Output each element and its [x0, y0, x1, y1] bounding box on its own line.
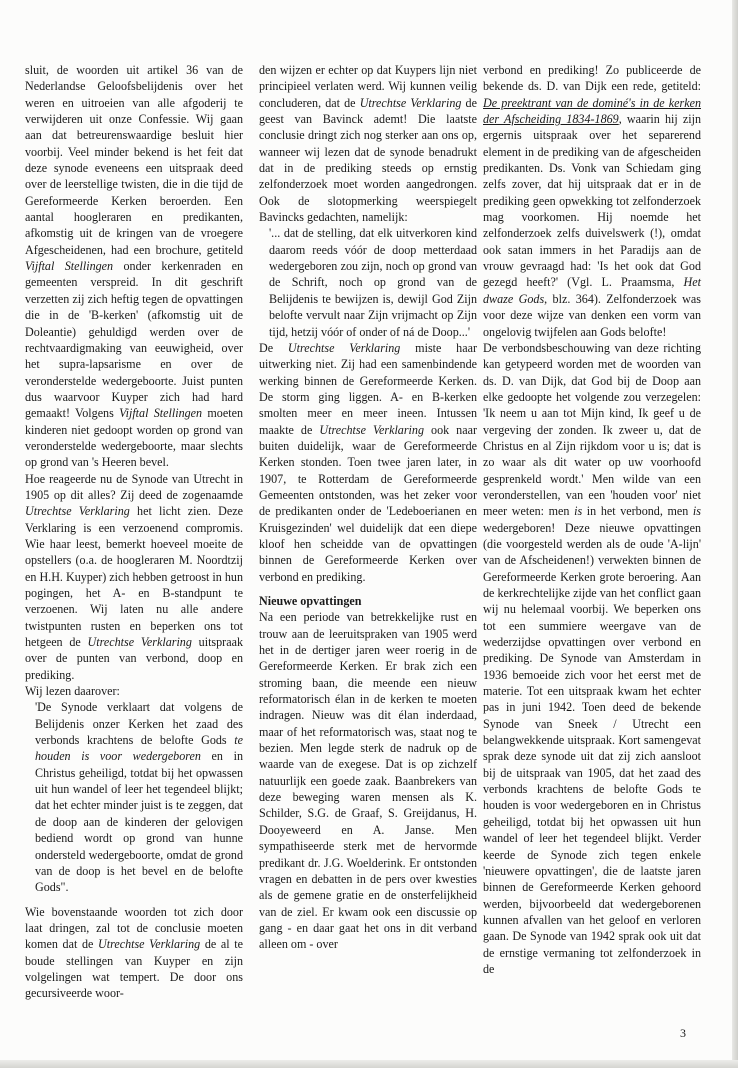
text-run: , waarin hij zijn ergernis uitspraak over het separerend element in de prediking van de afgescheiden predikanten. Ds. Vonk van Schiedam ging zelfs zover, dat hij uitspraak dat er in de prediking geen opwekking tot zelfonderzoek mag voorkomen. Hij noemde het zelfonderzoek zelfs duivelswerk (!), omdat ook satan immers in het Paradijs aan de vrouw gevraagd had: 'Is het ook dat God gezegd heeft?' (Vgl. L. Praamsma, — [483, 112, 702, 290]
emphasis-text: is — [574, 504, 583, 519]
text-run: en in Christus geheiligd, totdat bij het opwassen uit hun wandel of leer het tegendeel blijkt; dat het echter minder juist is te zeggen, dat de doop aan de kinderen der gelovigen bediend wordt op grond van hunne ondersteld wedergeboorte, omdat de grond van de doop is het bevel en de belofte Gods". — [35, 749, 243, 895]
emphasis-text: Het dwaze Gods — [483, 275, 701, 306]
text-run: De — [259, 340, 288, 355]
text-run: onder kerkenraden en gemeenten verspreid. In dit geschrift verzetten zij zich heftig tegen de opvattingen die in de 'B-kerken' (afkomstig uit de Doleantie) gehuldigd werden over de rechtvaardigmaking van eeuwigheid, over het supra-lapsarisme en over de veronderstelde wedergeboorte. Juist punten dus waarvoor Kuyper zich had hard gemaakt! Volgens — [25, 259, 244, 421]
block-quote — [25, 699, 243, 895]
emphasis-text: Utrechtse Verklaring — [87, 635, 192, 650]
text-run: Wie bovenstaande woorden tot zich door laat dringen, zal tot de conclusie moeten komen dat de — [25, 904, 243, 952]
emphasis-text: is — [692, 504, 701, 519]
paragraph — [25, 471, 243, 683]
text-run: De verbondsbeschouwing van deze richting kan getypeerd worden met de woorden van ds. D. van Dijk, dat God bij de Doop aan elke gedoopte het volgende zou verzegelen: 'Ik neem u aan tot Mijn kind, Ik geef u de vergeving der zonden. Ik zweer u, dat de Christus en al Zijn rijkdom voor u is; dat is zo waar als dit water op uw voorhoofd gesprenkeld wordt.' Men wilde van een veronderstellen, van een 'houden voor' niet meer weten: men — [483, 340, 701, 519]
text-run: '... dat de stelling, dat elk uitverkoren kind daarom reeds vóór de doop metterdaad wedergeboren zou zijn, noch op grond van de Schrift, noch op grond van de Belijdenis te bewijzen is, dewijl God Zijn belofte vervult naar Zijn vrijmacht op Zijn tijd, hetzij vóór of onder of ná de Doop...' — [269, 226, 477, 339]
text-run: de geest van Bavinck ademt! Die laatste conclusie dringt zich nog sterker aan ons op, wanneer wij lezen dat de synode benadrukt dat in de prediking steeds op ernstig zelfonderzoek moet worden aangedrongen. Ook de slotopmerking weerspiegelt Bavincks gedachten, namelijk: — [259, 95, 477, 225]
page-number: 3 — [680, 1026, 686, 1040]
text-run: Hoe reageerde nu de Synode van Utrecht in 1905 op dit alles? Zij deed de zogenaamde — [25, 471, 243, 502]
emphasis-text: Utrechtse Verklaring — [319, 422, 425, 437]
text-run: 'De Synode verklaart dat volgens de Belijdenis onzer Kerken het zaad des verbonds krachtens de belofte Gods — [35, 700, 243, 748]
text-run: ook naar buiten duidelijk, waar de Gereformeerde Kerken stonden. Toen twee jaren later, in 1907, te Rotterdam de Gereformeerde Gemeenten ontstonden, was het zeker voor de predikanten onder de 'Ledeboerianen en Kruisgezinden' wel duidelijk dat een diepe kloof hen scheidde van de opvattingen binnen de Gereformeerde Kerken over verbond en prediking. — [259, 422, 477, 584]
text-run: moeten kinderen niet gedoopt worden op grond van veronderstelde wedergeboorte, maar slechts op grond van 's Heeren bevel. — [25, 406, 243, 470]
text-run: Nieuwe opvattingen — [259, 594, 362, 608]
emphasis-text: Utrechtse Verklaring — [359, 95, 462, 110]
text-run: het licht zien. Deze Verklaring is een verzoenend compromis. Wie haar leest, bemerkt hoeveel moeite de opstellers (o.a. de hoogleraren M. Noordtzij en H.H. Kuyper) zich hebben getroost in hun pogingen, het A- en B-standpunt te verzoenen. Wij laten nu alle andere twistpunten rusten en beperken ons tot hetgeen de — [25, 504, 243, 650]
text-column-3 — [483, 62, 701, 977]
emphasis-text: Vijftal Stellingen — [25, 259, 114, 274]
page-edge-bottom — [0, 1060, 738, 1068]
text-run: de al te boude stellingen van Kuyper en zijn volgelingen wat tempert. De door ons gecursiveerde woor- — [25, 937, 243, 1001]
emphasis-text: De preektrant van de dominé's in de kerken der Afscheiding 1834-1869 — [483, 95, 701, 127]
paragraph — [483, 62, 701, 340]
paragraph — [25, 683, 243, 699]
paragraph — [259, 609, 477, 952]
emphasis-text: Utrechtse Verklaring — [25, 504, 130, 519]
emphasis-text: te houden is voor wedergeboren — [35, 733, 243, 764]
paragraph — [259, 62, 477, 225]
paragraph — [25, 62, 243, 471]
text-run: verbond en prediking! Zo publiceerde de bekende ds. D. van Dijk een rede, getiteld: — [483, 63, 701, 94]
emphasis-text: Vijftal Stellingen — [119, 406, 203, 421]
text-run: den wijzen er echter op dat Kuypers lijn niet principieel verlaten werd. Wij kunnen veilig concluderen, dat de — [259, 63, 477, 110]
emphasis-text: Utrechtse Verklaring — [287, 340, 401, 355]
text-run: Wij lezen daarover: — [25, 684, 120, 699]
section-heading — [259, 593, 477, 609]
text-run: in het verbond, men — [582, 504, 693, 519]
page-edge-right — [732, 0, 738, 1068]
text-run: , blz. 364). Zelfonderzoek was voor deze wijze van denken een vorm van ongelovig twijfelen aan Gods belofte! — [483, 291, 701, 339]
paragraph — [483, 340, 701, 977]
text-column-1 — [25, 62, 243, 1002]
paragraph — [25, 904, 243, 1002]
text-run: sluit, de woorden uit artikel 36 van de Nederlandse Geloofsbelijdenis over het weren en uitroeien van alle afgoderij te verwijderen uit onze Confessie. Wij gaan aan dat betreurenswaardige besluit hier voorbij. Veel minder bekend is het feit dat deze synode eveneens een uitspraak deed over de leerstellige twisten, die in die tijd de Gereformeerde Kerken beroerden. Een aantal hoogleraren en predikanten, afkomstig uit de kringen van de vroegere Afgescheidenen, had een brochure, getiteld — [25, 63, 243, 257]
text-run: miste haar uitwerking niet. Zij had een samenbindende werking binnen de Gereformeerde Kerken. De storm ging liggen. A- en B-kerken smolten meer en meer ineen. Intussen maakte de — [259, 340, 477, 437]
paragraph — [259, 340, 477, 585]
text-column-2 — [259, 62, 477, 953]
text-run: wedergeboren! Deze nieuwe opvattingen (die voorgesteld werden als de oude 'A-lijn' van de Afscheidenen!) verwekten binnen de Gereformeerde Kerken grote beroering. Aan de kerkrechtelijke zijde van het conflict gaan wij nu helemaal voorbij. We beperken ons tot een summiere weergave van de wederzijdse opvattingen over verbond en prediking. De Synode van Amsterdam in 1936 bemoeide zich voor het eerst met de materie. Tot een uitspraak kwam het echter pas in juni 1942. Toen deed de bekende Synode van Sneek / Utrecht een belangwekkende uitspraak. Kort samengevat sprak deze synode uit dat zij zich aansloot bij de uitspraak van 1905, dat het zaad des verbonds krachtens de belofte Gods te houden is voor wedergeboren en in Christus geheiligd, totdat bij het opwassen uit hun wandel of leer het tegendeel blijkt. Verder keerde de Synode zich tegen enkele 'nieuwere opvattingen', die de laatste jaren binnen de Gereformeerde Kerken gehoord werden, bijvoorbeeld dat wedergeborenen kunnen afvallen van het geloof en verloren gaan. De Synode van 1942 sprak ook uit dat de ernstige vermaning tot zelfonderzoek in de — [483, 520, 701, 976]
block-quote — [259, 225, 477, 339]
text-run: Na een periode van betrekkelijke rust en trouw aan de leeruitspraken van 1905 werd het in de dertiger jaren weer roerig in de Gereformeerde Kerken. Er brak zich een stroming baan, die meende een nieuw reformatorisch élan in de kerken te moeten indragen. Nieuw was dit élan inderdaad, maar of het reformatorisch was, staat nog te bezien. Men legde sterk de nadruk op de waarde van de exegese. Dat is op zichzelf natuurlijk een goede zaak. Baanbrekers van deze beweging waren mensen als K. Schilder, S.G. de Graaf, S. Greijdanus, H. Dooyeweerd en A. Janse. Men sympathiseerde sterk met de hervormde predikant dr. J.G. Woelderink. Er ontstonden vragen en debatten in de pers over kwesties als de gemene gratie en de onsterfelijkheid van de ziel. Er kwam ook een discussie op gang - en daar gaat het ons in dit verband alleen om - over — [259, 610, 477, 952]
emphasis-text: Utrechtse Verklaring — [97, 937, 201, 952]
text-run: uitspraak over de punten van verbond, doop en prediking. — [25, 635, 243, 682]
